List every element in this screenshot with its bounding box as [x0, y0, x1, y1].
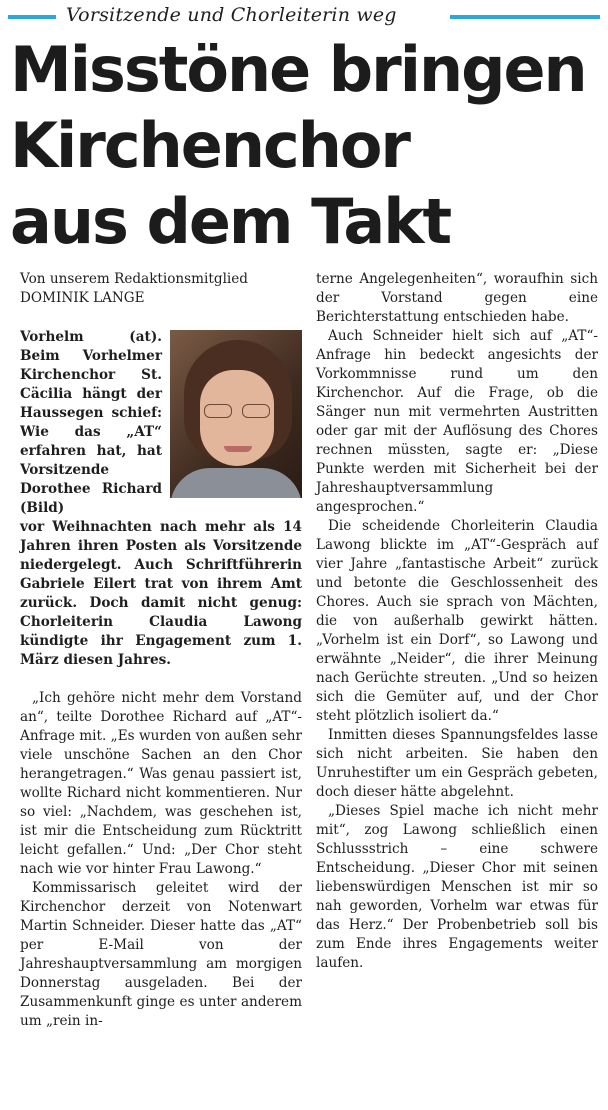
lead-with-photo [20, 328, 302, 518]
headline-line-3: aus dem Takt [10, 185, 451, 258]
photo-glasses [204, 404, 270, 418]
headline-line-1: Misstöne bringen [10, 33, 586, 106]
kicker: Vorsitzende und Chorleiterin weg [66, 4, 397, 26]
portrait-photo [170, 330, 302, 498]
body-paragraph: Die scheidende Chorleiterin Claudia Lawong blickte im „AT“-Gespräch auf vier Jahre „fantastische Arbeit“ zurück und betonte die Geschlossenheit des Chores. Auch sie sprach von Mächten, die von außerhalb gewirkt hätten. „Vorhelm ist ein Dorf“, so Lawong und erwähnte „Neider“, die ihrer Meinung nach Gerüchte streuten. „Und so heizen sich die Gemüter auf, und der Chor steht plötzlich isoliert da.“ [316, 518, 598, 724]
body-paragraph: „Ich gehöre nicht mehr dem Vorstand an“, teilte Dorothee Richard auf „AT“-Anfrage mit. „Es wurden von außen sehr viele unschöne Sachen an den Chor herangetragen.“ Was genau passiert ist, wollte Richard nicht kommentieren. Nur so viel: „Nachdem, was geschehen ist, ist mir die Entscheidung zum Rücktritt leicht gefallen.“ Und: „Der Chor steht nach wie vor hinter Frau Lawong.“ [20, 690, 302, 877]
byline [20, 270, 302, 308]
lead-paragraph [20, 328, 302, 670]
kicker-rule-right [450, 15, 600, 19]
lead-text-top: Vorhelm (at). Beim Vorhelmer Kirchenchor St. Cäcilia hängt der Haussegen schief: Wie das „AT“ erfahren hat, hat Vorsitzende Dorothee Richard (Bild) [20, 329, 162, 516]
kicker-rule-left [8, 15, 56, 19]
article-column-right [316, 270, 598, 973]
body-paragraph: Auch Schneider hielt sich auf „AT“-Anfrage hin bedeckt angesichts der Vorkommnisse rund um den Kirchenchor. Auf die Frage, ob die Sänger nun mit vermehrten Austritten oder gar mit der Auflösung des Chores rechnen müssten, sagte er: „Diese Punkte werden mit Sicherheit bei der Jahreshauptversammlung angesprochen.“ [316, 328, 598, 515]
body-paragraph-continued: terne Angelegenheiten“, woraufhin sich der Vorstand gegen eine Berichterstattung entschieden habe. [316, 271, 598, 325]
body-paragraph: Kommissarisch geleitet wird der Kirchenchor derzeit von Notenwart Martin Schneider. Dieser hatte das „AT“ per E-Mail von der Jahreshauptversammlung am morgigen Donnerstag ausgeladen. Bei der Zusammenkunft ginge es unter anderem um „rein in- [20, 880, 302, 1029]
headline [10, 32, 602, 260]
photo-mouth [224, 446, 252, 452]
body-paragraph: Inmitten dieses Spannungsfeldes lasse sich nicht arbeiten. Sie haben den Unruhestifter um ein Gespräch gebeten, doch dieser hätte abgelehnt. [316, 727, 598, 800]
body-paragraph: „Dieses Spiel mache ich nicht mehr mit“, zog Lawong schließlich einen Schlussstrich – eine schwere Entscheidung. „Dieser Chor mit seinen liebenswürdigen Menschen ist mir so nah geworden, Vorhelm war etwas für das Herz.“ Der Probenbetrieb soll bis zum Ende ihres Engagements weiter laufen. [316, 803, 598, 971]
kicker-bar [0, 4, 608, 30]
lead-text-rest: vor Weihnachten nach mehr als 14 Jahren ihren Posten als Vorsitzende niedergelegt. Auch Schriftführerin Gabriele Eilert trat von ihrem Amt zurück. Doch damit nicht genug: Chorleiterin Claudia Lawong kündigte ihr Engagement zum 1. März diesen Jahres. [20, 519, 302, 668]
headline-line-2: Kirchenchor [10, 109, 410, 182]
photo-shoulders [170, 468, 302, 498]
article-column-left [20, 270, 302, 1031]
byline-author: DOMINIK LANGE [20, 290, 145, 306]
spacer [20, 670, 302, 689]
byline-intro: Von unserem Redaktionsmitglied [20, 271, 249, 287]
